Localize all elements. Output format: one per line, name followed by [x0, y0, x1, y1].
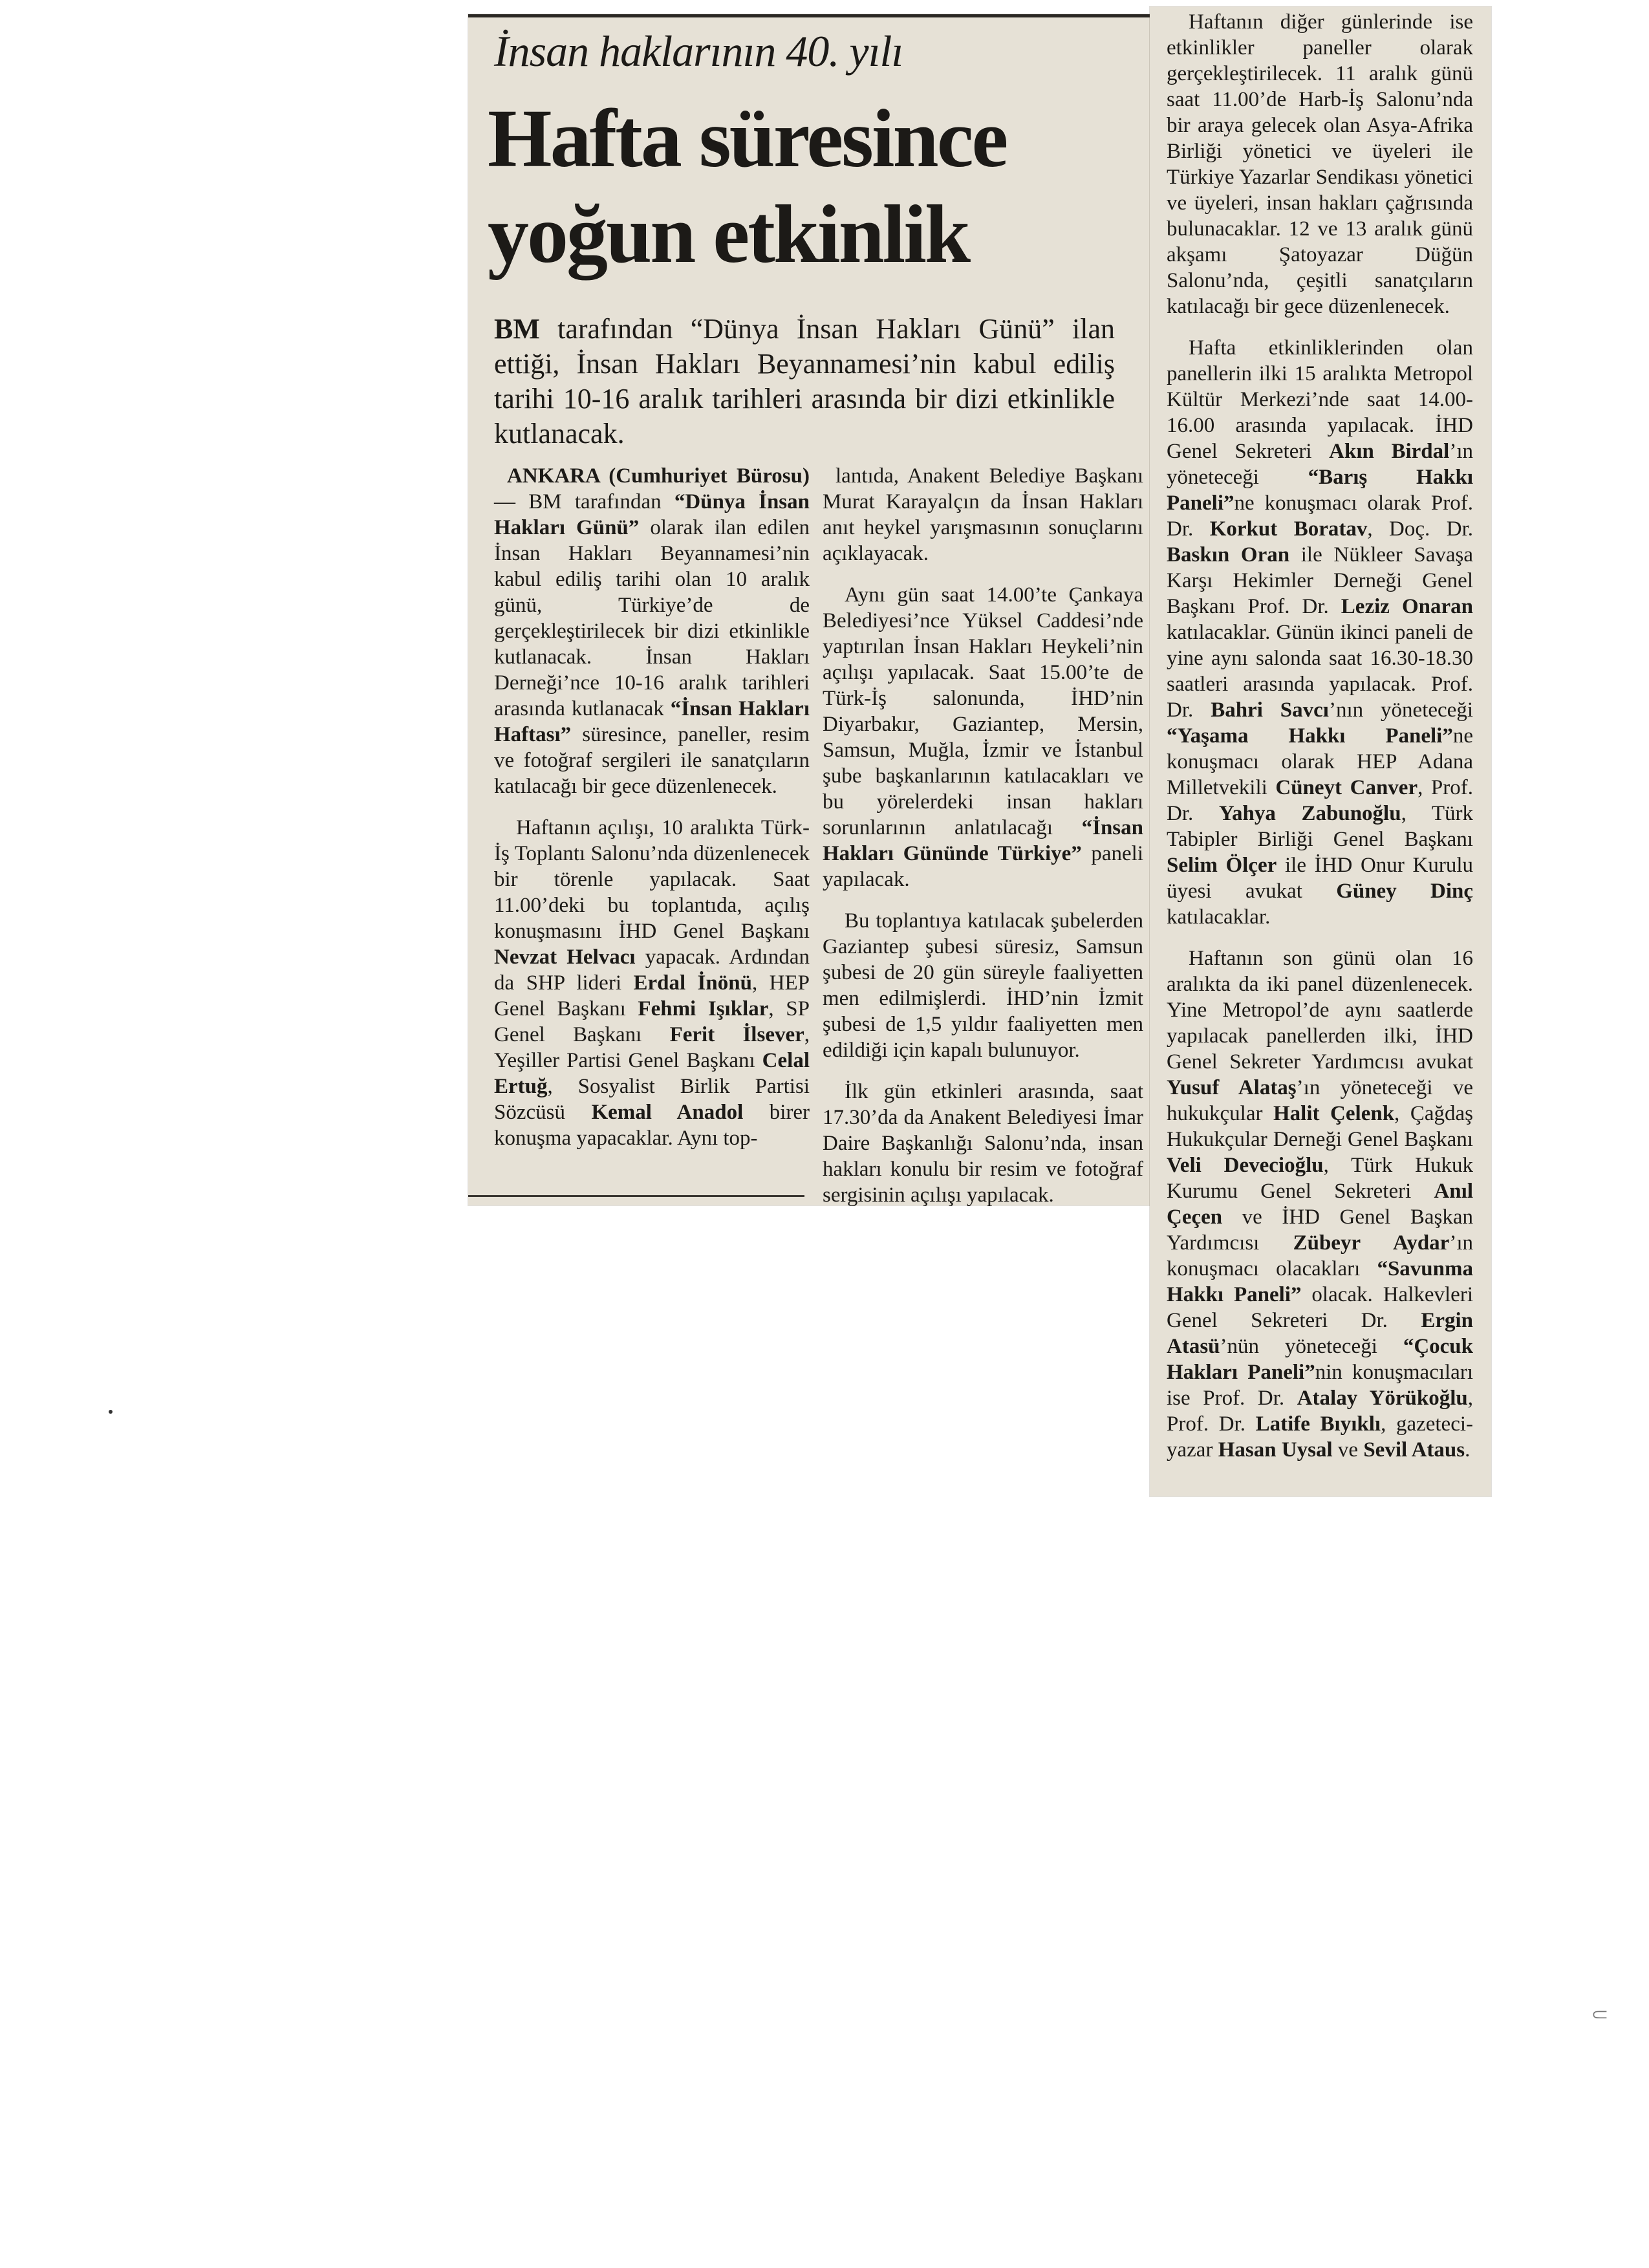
text: , Yeşiller Partisi Genel Başkanı — [494, 1023, 810, 1072]
text-bold: Veli Devecioğlu — [1167, 1154, 1324, 1177]
text-bold: Zübeyr Aydar — [1293, 1231, 1450, 1255]
text: ’nın yöneteceği — [1328, 698, 1473, 722]
text-bold: Korkut Boratav — [1209, 517, 1368, 541]
text: ne konuşmacı olarak HEP Adana Milletvekili — [1167, 724, 1473, 799]
text: , HEP Genel Başkanı — [494, 971, 810, 1021]
text-bold: Güney Dinç — [1336, 880, 1473, 903]
text-bold: Anıl Çeçen — [1167, 1180, 1473, 1229]
text-bold: Atalay Yörükoğlu — [1297, 1387, 1468, 1410]
paragraph — [494, 463, 810, 799]
paragraph: Bu toplantıya katılacak şubelerden Gaziantep şubesi süresiz, Samsun şubesi de 20 gün süreyle faaliyetten men edilmişlerdi. İHD’nin İzmit şubesi de 1,5 yıldır faaliyetten men edildiği için kapalı bulunuyor. — [823, 909, 1143, 1062]
text: katılacaklar. — [1167, 905, 1271, 929]
text: ’ın konuşmacı olacakları — [1167, 1231, 1473, 1280]
text-bold: Kemal Anadol — [591, 1101, 744, 1124]
text: Hafta etkinliklerinden olan panellerin ilki 15 aralıkta Metropol Kültür Merkezi’nde saat 14.00-16.00 arasında yapılacak. İHD Genel Sekreteri — [1167, 336, 1473, 463]
text-bold: Ergin Atasü — [1167, 1309, 1473, 1358]
text-bold: Akın Birdal — [1329, 440, 1450, 463]
article-deck — [494, 312, 1115, 451]
text: ve — [1332, 1438, 1364, 1462]
text-bold: “Barış Hakkı Paneli” — [1167, 466, 1473, 515]
text-bold: “Yaşama Hakkı Paneli” — [1167, 724, 1453, 748]
article-clipping-main — [468, 14, 1150, 1205]
text-bold: Fehmi Işıklar — [638, 997, 769, 1021]
text-bold: “İnsan Hakları Haftası” — [494, 697, 810, 746]
text: katılacaklar. Günün ikinci paneli de yine aynı salonda saat 16.30-18.30 saatleri arasında yapılacak. Prof. Dr. — [1167, 621, 1473, 722]
text: ile İHD Onur Kurulu üyesi avukat — [1167, 854, 1473, 903]
paragraph — [1167, 945, 1473, 1463]
top-rule — [468, 14, 1150, 17]
text: olacak. Halkevleri Genel Sekreteri Dr. — [1167, 1283, 1473, 1332]
text: , Doç. Dr. — [1367, 517, 1473, 541]
text-bold: Ferit İlsever — [669, 1023, 804, 1046]
text-bold: Cüneyt Canver — [1275, 776, 1418, 799]
text: ve İHD Genel Başkan Yardımcısı — [1167, 1205, 1473, 1255]
text: . — [1465, 1438, 1471, 1462]
text: paneli yapılacak. — [823, 842, 1143, 891]
text: birer konuşma yapacaklar. Aynı top- — [494, 1101, 810, 1150]
paragraph: Haftanın diğer günlerinde ise etkinlikler paneller olarak gerçekleştirilecek. 11 aralık günü saat 11.00’de Harb-İş Salonu’nda bir araya gelecek olan Asya-Afrika Birliği yönetici ve üyeleri ile Türkiye Yazarlar Sendikası yönetici ve üyeleri, insan hakları çağrısında bulunacaklar. 12 ve 13 aralık günü akşamı Şatoyazar Düğün Salonu’nda, çeşitli sanatçıların katılacağı bir gece düzenlenecek. — [1167, 10, 1473, 318]
text: , Türk Tabipler Birliği Genel Başkanı — [1167, 802, 1473, 851]
text: yapacak. Ardından da SHP lideri — [494, 945, 810, 995]
article-clipping-continuation — [1150, 6, 1491, 1496]
text: ne konuşmacı olarak Prof. Dr. — [1167, 491, 1473, 541]
article-column-3 — [1167, 9, 1473, 1463]
byline: ANKARA (Cumhuriyet Bürosu) — [507, 464, 810, 488]
text-bold: Leziz Onaran — [1341, 595, 1473, 618]
text-bold: Baskın Oran — [1167, 543, 1290, 567]
text-bold: “Savunma Hakkı Paneli” — [1167, 1257, 1473, 1306]
text-bold: Erdal İnönü — [633, 971, 752, 995]
text-bold: Hasan Uysal — [1218, 1438, 1333, 1462]
text: süresince, paneller, resim ve fotoğraf sergileri ile sanatçıların katılacağı bir gece düzenlenecek. — [494, 723, 810, 798]
text: , Prof. Dr. — [1167, 776, 1473, 825]
paragraph — [823, 582, 1143, 892]
text: , Prof. Dr. — [1167, 1387, 1473, 1436]
scan-mark: ⸦ — [1588, 2002, 1612, 2028]
text: ile Nükleer Savaşa Karşı Hekimler Derneği Genel Başkanı Prof. Dr. — [1167, 543, 1473, 618]
article-kicker: İnsan haklarının 40. yılı — [494, 27, 903, 76]
deck-text: tarafından “Dünya İnsan Hakları Günü” ilan ettiği, İnsan Hakları Beyannamesi’nin kabul ediliş tarihi 10-16 aralık tarihleri arasında bir dizi etkinlikle kutlanacak. — [494, 313, 1115, 449]
text: — BM tarafından — [494, 490, 674, 513]
text: olarak ilan edilen İnsan Hakları Beyannamesi’nin kabul ediliş tarihi olan 10 aralık günü, Türkiye’de de gerçekleştirilecek bir dizi etkinlikle kutlanacak. İnsan Hakları Derneği’nce 10-16 aralık tarihleri arasında kutlanacak — [494, 516, 810, 720]
text-bold: Celal Ertuğ — [494, 1049, 810, 1098]
text: ’ın yöneteceği ve hukukçular — [1167, 1076, 1473, 1125]
scan-speck — [109, 1410, 113, 1414]
text: Haftanın açılışı, 10 aralıkta Türk-İş Toplantı Salonu’nda düzenlenecek bir törenle yapılacak. Saat 11.00’deki bu toplantıda, açılış konuşmasını İHD Genel Başkanı — [494, 816, 810, 943]
text: Haftanın son günü olan 16 aralıkta da iki panel düzenlenecek. Yine Metropol’de aynı saatlerde yapılacak panellerden ilki, İHD Genel Sekreter Yardımcısı avukat — [1167, 947, 1473, 1074]
text: , Çağdaş Hukukçular Derneği Genel Başkanı — [1167, 1102, 1473, 1151]
text-bold: Latife Bıyıklı — [1255, 1412, 1381, 1436]
bottom-rule — [468, 1195, 804, 1197]
text: ’ın yöneteceği — [1167, 440, 1474, 489]
text: Aynı gün saat 14.00’te Çankaya Belediyesi’nce Yüksel Caddesi’nde yaptırılan İnsan Hakları Heykeli’nin açılışı yapılacak. Saat 15.00’te de Türk-İş salonunda, İHD’nin Diyarbakır, Gaziantep, Mersin, Samsun, Muğla, İzmir ve İstanbul şube başkanlarının katılacakları ve bu yörelerdeki insan hakları sorunlarının anlatılacağı — [823, 583, 1143, 839]
text: , SP Genel Başkanı — [494, 997, 810, 1046]
paragraph — [1167, 335, 1473, 930]
paragraph — [494, 815, 810, 1151]
article-headline: Hafta süresince yoğun etkinlik — [488, 92, 1007, 280]
text-bold: “Çocuk Hakları Paneli” — [1167, 1335, 1473, 1384]
text: , gazeteci-yazar — [1167, 1412, 1473, 1462]
text: , Sosyalist Birlik Partisi Sözcüsü — [494, 1075, 810, 1124]
text-bold: “Dünya İnsan Hakları Günü” — [494, 490, 810, 539]
text: ’nün yöneteceği — [1220, 1335, 1403, 1358]
text-bold: Halit Çelenk — [1273, 1102, 1395, 1125]
paragraph: İlk gün etkinleri arasında, saat 17.30’da da Anakent Belediyesi İmar Daire Başkanlığı Salonu’nda, insan hakları konulu bir resim ve fotoğraf sergisinin açılışı yapılacak. — [823, 1080, 1143, 1207]
text: , Türk Hukuk Kurumu Genel Sekreteri — [1167, 1154, 1473, 1203]
text-bold: Yahya Zabunoğlu — [1218, 802, 1401, 825]
text-bold: Nevzat Helvacı — [494, 945, 636, 969]
text-bold: Yusuf Alataş — [1167, 1076, 1297, 1099]
text-bold: “İnsan Hakları Gününde Türkiye” — [823, 816, 1143, 865]
text-bold: Bahri Savcı — [1211, 698, 1329, 722]
text-bold: Sevil Ataus — [1363, 1438, 1465, 1462]
deck-lead: BM — [494, 313, 540, 345]
paragraph: lantıda, Anakent Belediye Başkanı Murat Karayalçın da İnsan Hakları anıt heykel yarışmasının sonuçlarını açıklayacak. — [823, 464, 1143, 565]
article-column-1 — [494, 463, 810, 1151]
text-bold: Selim Ölçer — [1167, 854, 1277, 877]
text: nin konuşmacıları ise Prof. Dr. — [1167, 1361, 1473, 1410]
article-column-2 — [823, 463, 1143, 1208]
